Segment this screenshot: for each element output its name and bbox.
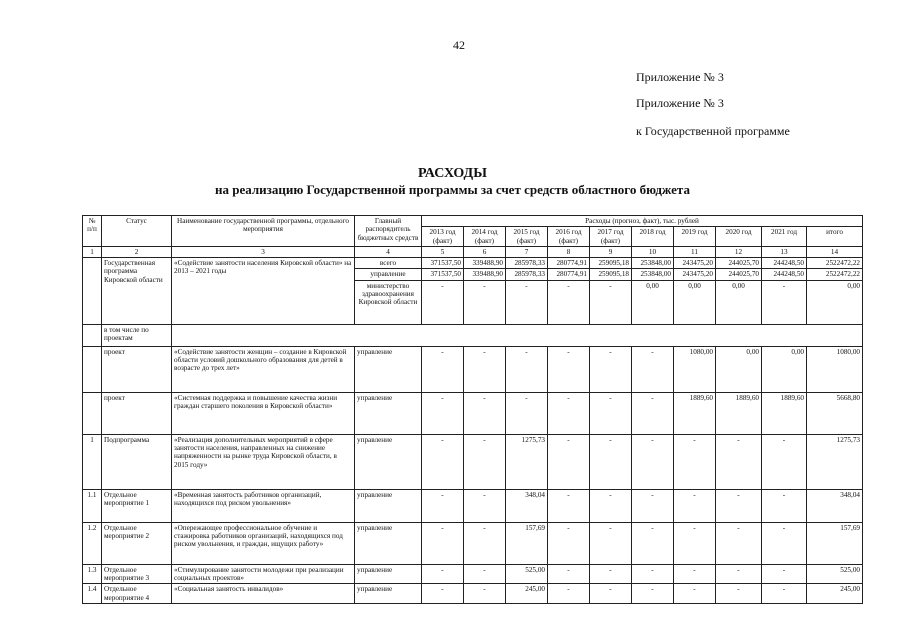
value-cell: - xyxy=(548,489,590,522)
document-title: РАСХОДЫ xyxy=(418,166,487,181)
value-cell: - xyxy=(632,346,674,392)
column-number: 7 xyxy=(506,246,548,257)
manager-cell: управление xyxy=(355,489,422,522)
value-cell: 1889,60 xyxy=(716,392,762,434)
header-expenses: Расходы (прогноз, факт), тыс. рублей xyxy=(422,216,863,227)
value-cell: - xyxy=(716,584,762,604)
header-year: 2017 год (факт) xyxy=(590,227,632,247)
manager-cell: управление xyxy=(355,564,422,584)
value-cell: - xyxy=(464,522,506,564)
appendix-line-2: Приложение № 3 xyxy=(636,96,724,110)
column-number: 12 xyxy=(716,246,762,257)
row-num: 1.3 xyxy=(83,564,102,584)
value-cell: - xyxy=(632,584,674,604)
value-cell: 0,00 xyxy=(716,280,762,324)
table-row xyxy=(83,392,863,434)
value-cell: - xyxy=(674,434,716,489)
value-cell: 371537,50 xyxy=(422,269,464,280)
value-cell: - xyxy=(422,392,464,434)
manager-cell: управление xyxy=(355,269,422,280)
value-cell: - xyxy=(422,522,464,564)
value-cell: 0,00 xyxy=(632,280,674,324)
header-num: № п/п xyxy=(83,216,102,247)
value-cell: 244248,50 xyxy=(762,269,807,280)
row-name: «Временная занятость работников организаций, находящихся под риском увольнения» xyxy=(172,489,355,522)
column-number: 13 xyxy=(762,246,807,257)
header-year: 2015 год (факт) xyxy=(506,227,548,247)
value-cell: - xyxy=(632,489,674,522)
row-num xyxy=(83,346,102,392)
value-cell: 0,00 xyxy=(716,346,762,392)
header-year: 2019 год xyxy=(674,227,716,247)
value-cell: - xyxy=(464,392,506,434)
table-body xyxy=(83,258,863,604)
value-cell: - xyxy=(762,280,807,324)
value-cell: - xyxy=(762,522,807,564)
value-cell: - xyxy=(590,522,632,564)
total-cell: 1080,00 xyxy=(807,346,863,392)
value-cell: - xyxy=(548,280,590,324)
value-cell: 244025,70 xyxy=(716,269,762,280)
value-cell: - xyxy=(590,489,632,522)
empty-cell xyxy=(83,324,102,346)
row-name: «Стимулирование занятости молодежи при реализации социальных проектов» xyxy=(172,564,355,584)
header-year: 2013 год (факт) xyxy=(422,227,464,247)
row-num: 1.2 xyxy=(83,522,102,564)
value-cell: - xyxy=(716,564,762,584)
manager-cell: управление xyxy=(355,346,422,392)
value-cell: - xyxy=(762,564,807,584)
column-number: 9 xyxy=(590,246,632,257)
value-cell: - xyxy=(548,584,590,604)
value-cell: 1889,60 xyxy=(674,392,716,434)
total-cell: 245,00 xyxy=(807,584,863,604)
value-cell: - xyxy=(590,280,632,324)
value-cell: - xyxy=(548,346,590,392)
appendix-line-1: Приложение № 3 xyxy=(636,70,724,84)
value-cell: - xyxy=(590,392,632,434)
value-cell: 244248,50 xyxy=(762,258,807,269)
value-cell: - xyxy=(632,392,674,434)
value-cell: - xyxy=(464,489,506,522)
manager-cell: министерство здравоохранения Кировской области xyxy=(355,280,422,324)
column-number-row xyxy=(83,246,863,257)
value-cell: - xyxy=(548,564,590,584)
row-num xyxy=(83,392,102,434)
row-num: 1.4 xyxy=(83,584,102,604)
manager-cell: управление xyxy=(355,522,422,564)
value-cell: - xyxy=(422,584,464,604)
value-cell: - xyxy=(464,584,506,604)
value-cell: 243475,20 xyxy=(674,258,716,269)
table-row xyxy=(83,346,863,392)
column-number: 6 xyxy=(464,246,506,257)
value-cell: - xyxy=(674,564,716,584)
value-cell: 339488,90 xyxy=(464,258,506,269)
column-number: 14 xyxy=(807,246,863,257)
value-cell: 280774,91 xyxy=(548,258,590,269)
column-number: 1 xyxy=(83,246,102,257)
total-cell: 1275,73 xyxy=(807,434,863,489)
column-number: 3 xyxy=(172,246,355,257)
value-cell: 339488,90 xyxy=(464,269,506,280)
value-cell: - xyxy=(632,434,674,489)
table-row xyxy=(83,564,863,584)
value-cell: - xyxy=(762,584,807,604)
value-cell: - xyxy=(422,280,464,324)
header-year: 2020 год xyxy=(716,227,762,247)
header-status: Статус xyxy=(102,216,172,247)
total-cell: 525,00 xyxy=(807,564,863,584)
value-cell: - xyxy=(674,522,716,564)
value-cell: - xyxy=(548,392,590,434)
table-row xyxy=(83,584,863,604)
row-status: проект xyxy=(102,346,172,392)
value-cell: - xyxy=(464,434,506,489)
program-status: Государственная программа Кировской области xyxy=(102,258,172,325)
header-year: 2014 год (факт) xyxy=(464,227,506,247)
row-status: Отдельное мероприятие 4 xyxy=(102,584,172,604)
row-num: 1 xyxy=(83,434,102,489)
value-cell: - xyxy=(548,522,590,564)
row-status: Подпрограмма xyxy=(102,434,172,489)
value-cell: - xyxy=(464,346,506,392)
total-cell: 0,00 xyxy=(807,280,863,324)
value-cell: 245,00 xyxy=(506,584,548,604)
value-cell: 1275,73 xyxy=(506,434,548,489)
row-name: «Системная поддержка и повышение качества жизни граждан старшего поколения в Кировской области» xyxy=(172,392,355,434)
total-cell: 157,69 xyxy=(807,522,863,564)
row-name: «Реализация дополнительных мероприятий в сфере занятости населения, направленных на снижение напряженности на рынке труда Кировской области, в 2015 году» xyxy=(172,434,355,489)
program-name: «Содействие занятости населения Кировской области» на 2013 – 2021 годы xyxy=(172,258,355,325)
header-year: 2021 год xyxy=(762,227,807,247)
manager-cell: управление xyxy=(355,392,422,434)
column-number: 5 xyxy=(422,246,464,257)
table-row xyxy=(83,434,863,489)
row-status: проект xyxy=(102,392,172,434)
value-cell: 259095,18 xyxy=(590,269,632,280)
value-cell: 157,69 xyxy=(506,522,548,564)
table-row xyxy=(83,489,863,522)
row-status: Отдельное мероприятие 1 xyxy=(102,489,172,522)
header-total: итого xyxy=(807,227,863,247)
value-cell: 253848,00 xyxy=(632,269,674,280)
total-cell: 2522472,22 xyxy=(807,269,863,280)
total-cell: 5668,80 xyxy=(807,392,863,434)
program-row-total xyxy=(83,258,863,269)
appendix-line-3: к Государственной программе xyxy=(636,124,790,138)
value-cell: - xyxy=(716,489,762,522)
value-cell: - xyxy=(464,564,506,584)
empty-cell xyxy=(172,324,863,346)
header-manager: Главный распорядитель бюджетных средств xyxy=(355,216,422,247)
value-cell: - xyxy=(464,280,506,324)
value-cell: - xyxy=(632,564,674,584)
value-cell: 525,00 xyxy=(506,564,548,584)
manager-cell: всего xyxy=(355,258,422,269)
value-cell: - xyxy=(590,564,632,584)
row-name: «Содействие занятости женщин – создание в Кировской области условий дошкольного образования для детей в возрасте до трех лет» xyxy=(172,346,355,392)
column-number: 11 xyxy=(674,246,716,257)
row-num: 1.1 xyxy=(83,489,102,522)
column-number: 8 xyxy=(548,246,590,257)
value-cell: 371537,50 xyxy=(422,258,464,269)
value-cell: - xyxy=(506,280,548,324)
row-name: «Опережающее профессиональное обучение и стажировка работников организаций, находящихся под риском увольнения, и граждан, ищущих работу» xyxy=(172,522,355,564)
value-cell: 1889,60 xyxy=(762,392,807,434)
value-cell: 0,00 xyxy=(674,280,716,324)
value-cell: 259095,18 xyxy=(590,258,632,269)
value-cell: 243475,20 xyxy=(674,269,716,280)
value-cell: - xyxy=(422,434,464,489)
table-row xyxy=(83,522,863,564)
expenses-table xyxy=(82,215,863,604)
value-cell: - xyxy=(506,392,548,434)
value-cell: 244025,70 xyxy=(716,258,762,269)
value-cell: - xyxy=(422,489,464,522)
value-cell: - xyxy=(422,346,464,392)
value-cell: - xyxy=(716,434,762,489)
projects-label: в том числе по проектам xyxy=(102,324,172,346)
value-cell: - xyxy=(548,434,590,489)
value-cell: - xyxy=(590,584,632,604)
value-cell: - xyxy=(506,346,548,392)
value-cell: - xyxy=(762,489,807,522)
header-year: 2016 год (факт) xyxy=(548,227,590,247)
value-cell: 0,00 xyxy=(762,346,807,392)
value-cell: - xyxy=(716,522,762,564)
row-name: «Социальная занятость инвалидов» xyxy=(172,584,355,604)
value-cell: - xyxy=(590,346,632,392)
value-cell: 285978,33 xyxy=(506,269,548,280)
column-number: 10 xyxy=(632,246,674,257)
row-status: Отдельное мероприятие 2 xyxy=(102,522,172,564)
value-cell: 1080,00 xyxy=(674,346,716,392)
table-header xyxy=(83,216,863,258)
value-cell: 253848,00 xyxy=(632,258,674,269)
column-number: 4 xyxy=(355,246,422,257)
column-number: 2 xyxy=(102,246,172,257)
value-cell: 280774,91 xyxy=(548,269,590,280)
value-cell: - xyxy=(590,434,632,489)
program-num-cell xyxy=(83,258,102,325)
document-subtitle: на реализацию Государственной программы за счет средств областного бюджета xyxy=(215,182,690,197)
total-cell: 348,04 xyxy=(807,489,863,522)
manager-cell: управление xyxy=(355,584,422,604)
row-status: Отдельное мероприятие 3 xyxy=(102,564,172,584)
header-year: 2018 год xyxy=(632,227,674,247)
total-cell: 2522472,22 xyxy=(807,258,863,269)
value-cell: - xyxy=(632,522,674,564)
value-cell: - xyxy=(674,489,716,522)
value-cell: 285978,33 xyxy=(506,258,548,269)
page-number: 42 xyxy=(453,38,465,52)
manager-cell: управление xyxy=(355,434,422,489)
value-cell: - xyxy=(762,434,807,489)
value-cell: - xyxy=(422,564,464,584)
value-cell: 348,04 xyxy=(506,489,548,522)
projects-label-row xyxy=(83,324,863,346)
value-cell: - xyxy=(674,584,716,604)
header-name: Наименование государственной программы, отдельного мероприятия xyxy=(172,216,355,247)
